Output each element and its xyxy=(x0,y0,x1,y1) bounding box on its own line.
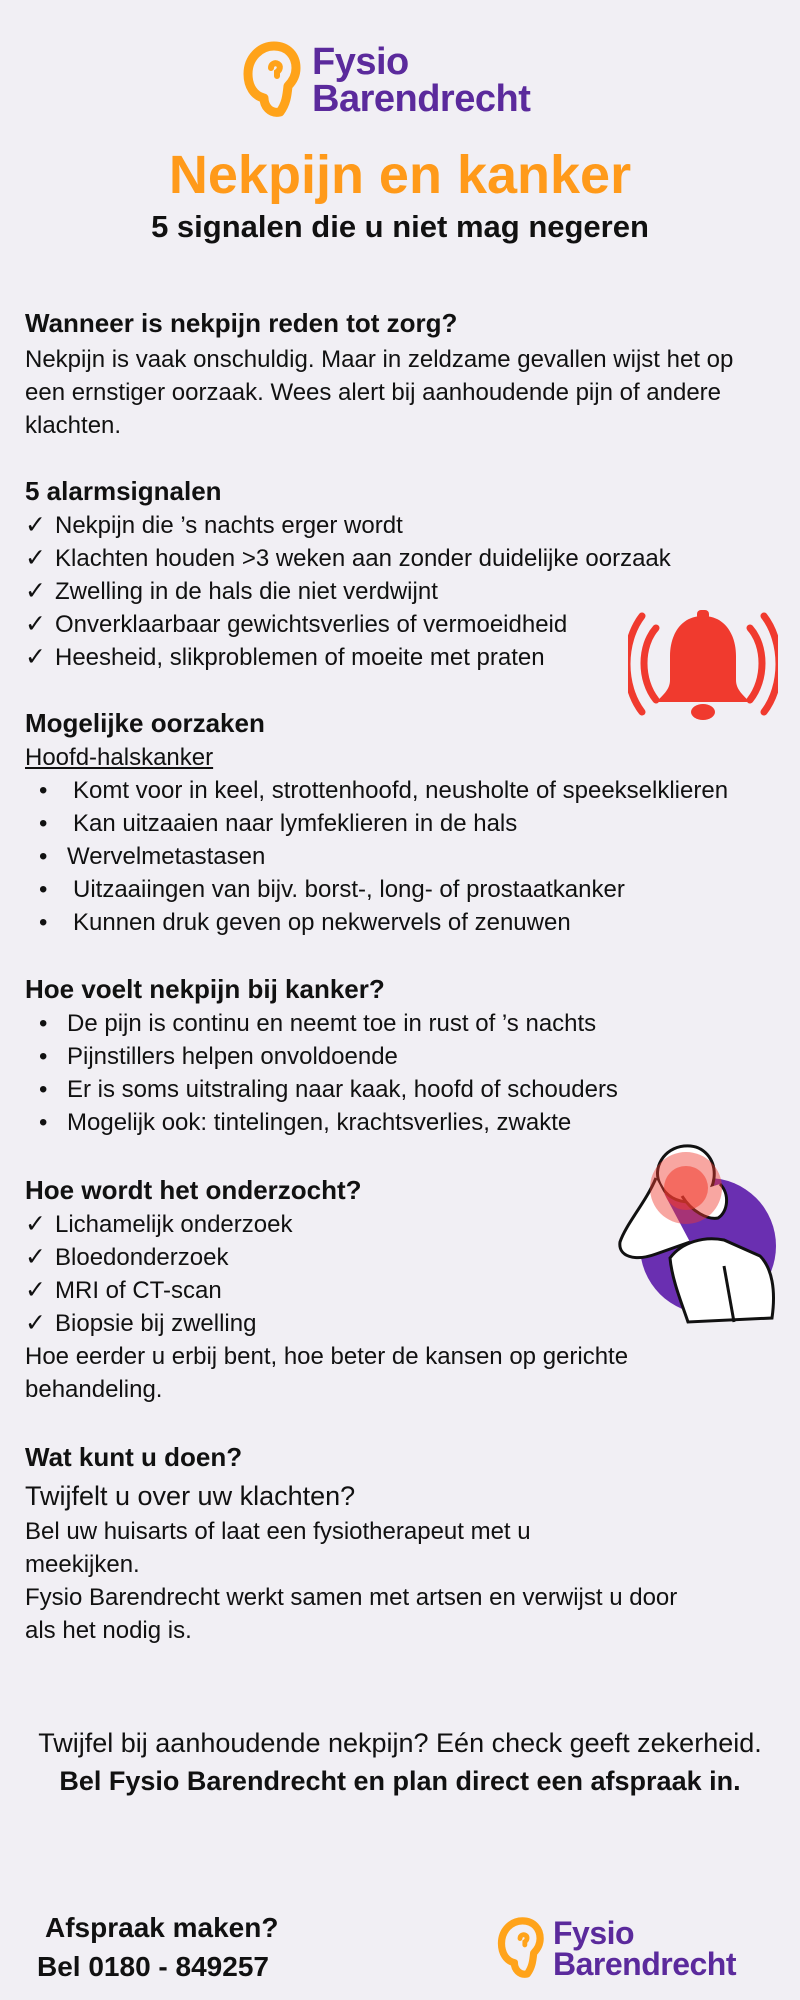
header-logo xyxy=(240,40,530,122)
exam-item: ✓ Biopsie bij zwelling xyxy=(25,1307,725,1340)
list-item: • Wervelmetastasen xyxy=(25,840,785,873)
alarm-item: ✓ Onverklaarbaar gewichtsverlies of vermoeidheid xyxy=(25,608,745,641)
list-item: • Pijnstillers helpen onvoldoende xyxy=(25,1040,785,1073)
logo-head-icon xyxy=(240,40,302,122)
feel-heading: Hoe voelt nekpijn bij kanker? xyxy=(25,974,385,1004)
section-causes xyxy=(25,708,785,939)
check-icon: ✓ xyxy=(25,1276,46,1304)
section-action xyxy=(25,1442,725,1647)
check-icon: ✓ xyxy=(25,1309,46,1337)
alarm-heading: 5 alarmsignalen xyxy=(25,476,222,506)
action-text-1: Bel uw huisarts of laat een fysiotherapeut met u meekijken. xyxy=(25,1518,531,1578)
exam-item: ✓ MRI of CT-scan xyxy=(25,1274,725,1307)
list-item: • Komt voor in keel, strottenhoofd, neusholte of speekselklieren xyxy=(25,774,785,807)
list-item: • De pijn is continu en neemt toe in rust of ’s nachts xyxy=(25,1007,785,1040)
concern-heading: Wanneer is nekpijn reden tot zorg? xyxy=(25,308,458,338)
check-icon: ✓ xyxy=(25,511,46,539)
exam-item: ✓ Bloedonderzoek xyxy=(25,1241,725,1274)
alarm-item: ✓ Heesheid, slikproblemen of moeite met praten xyxy=(25,641,745,674)
exam-heading: Hoe wordt het onderzocht? xyxy=(25,1175,362,1205)
alarm-item: ✓ Zwelling in de hals die niet verdwijnt xyxy=(25,575,745,608)
list-item: • Mogelijk ook: tintelingen, krachtsverlies, zwakte xyxy=(25,1106,785,1139)
concern-text: Nekpijn is vaak onschuldig. Maar in zeldzame gevallen wijst het op een ernstiger oorzaak. Wees alert bij aanhoudende pijn of andere klachten. xyxy=(25,346,734,439)
list-item: • Kan uitzaaien naar lymfeklieren in de hals xyxy=(25,807,785,840)
logo-line1: Fysio xyxy=(553,1914,635,1951)
logo-line2: Barendrecht xyxy=(553,1946,736,1982)
alarm-item: ✓ Klachten houden >3 weken aan zonder duidelijke oorzaak xyxy=(25,542,745,575)
section-feel xyxy=(25,974,785,1139)
check-icon: ✓ xyxy=(25,577,46,605)
check-icon: ✓ xyxy=(25,1243,46,1271)
logo-line1: Fysio xyxy=(312,40,409,83)
causes-subheading-headneck: Hoofd-halskanker xyxy=(25,744,214,771)
action-heading: Wat kunt u doen? xyxy=(25,1442,243,1472)
causes-heading: Mogelijke oorzaken xyxy=(25,708,265,738)
action-text-2: Fysio Barendrecht werkt samen met artsen en verwijst u door als het nodig is. xyxy=(25,1584,678,1644)
page-subtitle: 5 signalen die u niet mag negeren xyxy=(151,209,649,244)
check-icon: ✓ xyxy=(25,544,46,572)
action-subheading: Twijfelt u over uw klachten? xyxy=(25,1481,356,1511)
page-title: Nekpijn en kanker xyxy=(168,145,632,205)
footer-logo xyxy=(495,1916,736,1982)
cta-line-1: Twijfel bij aanhoudende nekpijn? Eén check geeft zekerheid. xyxy=(38,1728,762,1758)
check-icon: ✓ xyxy=(25,610,46,638)
cta-line-2: Bel Fysio Barendrecht en plan direct een afspraak in. xyxy=(59,1766,741,1796)
list-item: • Kunnen druk geven op nekwervels of zenuwen xyxy=(25,906,785,939)
footer-phone[interactable]: Bel 0180 - 849257 xyxy=(37,1951,269,1982)
check-icon: ✓ xyxy=(25,1210,46,1238)
alarm-item: ✓ Nekpijn die ’s nachts erger wordt xyxy=(25,509,745,542)
exam-item: ✓ Lichamelijk onderzoek xyxy=(25,1208,725,1241)
neck-pain-person-icon xyxy=(612,1138,792,1328)
check-icon: ✓ xyxy=(25,643,46,671)
logo-line2: Barendrecht xyxy=(312,78,531,120)
logo-head-icon xyxy=(495,1916,545,1982)
list-item: • Er is soms uitstraling naar kaak, hoofd of schouders xyxy=(25,1073,785,1106)
exam-closing: Hoe eerder u erbij bent, hoe beter de kansen op gerichte behandeling. xyxy=(25,1343,629,1403)
list-item: • Uitzaaiingen van bijv. borst-, long- of prostaatkanker xyxy=(25,873,785,906)
section-concern xyxy=(25,308,780,442)
footer-appointment-label: Afspraak maken? xyxy=(45,1912,279,1943)
